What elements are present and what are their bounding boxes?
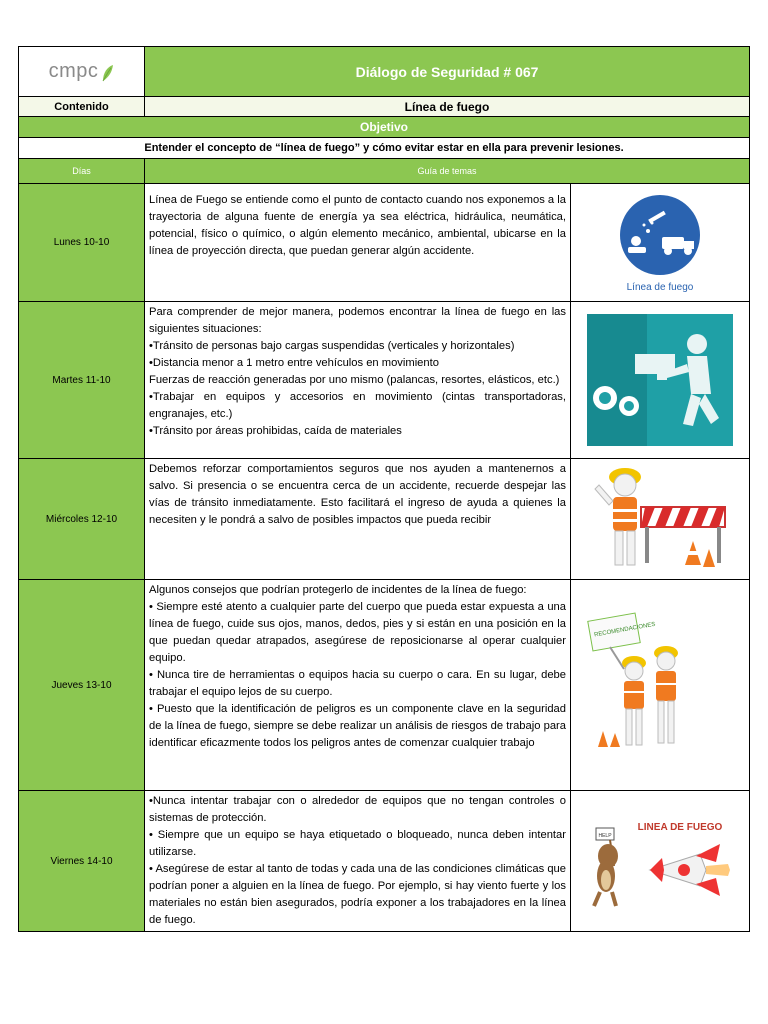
text-line: Para comprender de mejor manera, podemos encontrar la línea de fuego en las siguientes situaciones:	[149, 306, 566, 335]
topic-text	[145, 459, 571, 580]
safety-dialog-table	[18, 46, 750, 932]
topic-text	[145, 302, 571, 459]
text-line: •Trabajar en equipos y accesorios en movimiento (cintas transportadoras, engranajes, etc.)	[149, 391, 566, 420]
text-line: •Tránsito de personas bajo cargas suspendidas (verticales y horizontales)	[149, 340, 515, 352]
topic-text	[145, 184, 571, 302]
document-title: Diálogo de Seguridad # 067	[145, 47, 750, 97]
text-line: Debemos reforzar comportamientos seguros que nos ayuden a mantenernos a salvo. Si presencia o se encuentra cerca de un accidente, recuerde despejar las vías de tránsito inmediatamente. Esto facilitará el ingreso de ayuda a quienes la necesiten y le pondrá a salvo de posibles impactos que pueda recibir	[149, 463, 566, 526]
line-of-fire-badge-icon	[600, 191, 720, 295]
objetivo-header-row	[19, 117, 750, 138]
image-cell	[571, 580, 750, 791]
title-row	[19, 47, 750, 97]
worker-barrier-illustration-icon	[585, 463, 735, 575]
badge-caption: Línea de fuego	[626, 281, 694, 293]
text-line: •Nunca intentar trabajar con o alrededor de equipos que no tengan controles o sistemas de protección.	[149, 795, 566, 824]
guia-header: Guía de temas	[145, 159, 750, 184]
text-line: Línea de Fuego se entiende como el punto de contacto cuando nos exponemos a la trayectoria de alguna fuente de energía ya sea eléctrica, hidráulica, neumática, potencial, físico o químico, o algún elemento mecánico, ambiental, ubicarse en la línea de proyección directa, que puedan generar algún accidente.	[149, 194, 566, 257]
topic-text	[145, 791, 571, 932]
image-cell	[571, 791, 750, 932]
image-cell	[571, 459, 750, 580]
text-line: Fuerzas de reacción generadas por uno mismo (palancas, resortes, elásticos, etc.)	[149, 374, 560, 386]
sign-text: RECOMENDACIONES	[593, 621, 656, 639]
workers-recommendations-illustration-icon	[584, 611, 736, 759]
safety-dialog-sheet	[18, 46, 749, 932]
objetivo-text: Entender el concepto de “línea de fuego” y cómo evitar estar en ella para prevenir lesiones.	[19, 138, 750, 159]
coyote-rocket-illustration-icon	[580, 806, 740, 916]
text-line: • Puesto que la identificación de peligros es un componente clave en la seguridad de la línea de fuego, siempre se debe realizar un análisis de riesgos de trabajo para identificar eficazmente todos los peligros antes de comenzar cualquier trabajo	[149, 703, 566, 749]
cmpc-logo	[49, 60, 115, 83]
day-label: Martes 11-10	[19, 302, 145, 459]
columns-header-row	[19, 159, 750, 184]
day-label: Viernes 14-10	[19, 791, 145, 932]
dias-header: Días	[19, 159, 145, 184]
logo-text: cmpc	[48, 60, 99, 82]
day-row-jueves	[19, 580, 750, 791]
image-caption: LINEA DE FUEGO	[637, 822, 723, 833]
contenido-row	[19, 97, 750, 117]
text-line: •Distancia menor a 1 metro entre vehículos en movimiento	[149, 357, 439, 369]
topic-text	[145, 580, 571, 791]
text-line: Algunos consejos que podrían protegerlo de incidentes de la línea de fuego:	[149, 584, 527, 596]
text-line: • Asegúrese de estar al tanto de todas y cada una de las condiciones climáticas que podrían poner a alguien en la línea de fuego. Por ejemplo, si hay viento fuerte y los materiales no están bien asegurados, podría exponer a los trabajadores en la línea de fuego.	[149, 863, 566, 926]
image-cell	[571, 302, 750, 459]
text-line: • Siempre esté atento a cualquier parte del cuerpo que pueda estar expuesta a una línea de fuego, cuide sus ojos, manos, dedos, pies y si están en una posición en la que puedan quedar atrapados, asegúrese de reposicionarse al operar cualquier equipo.	[149, 601, 566, 664]
logo-cell	[19, 47, 145, 97]
day-label: Miércoles 12-10	[19, 459, 145, 580]
text-line: •Tránsito por áreas prohibidas, caída de materiales	[149, 425, 402, 437]
day-row-viernes	[19, 791, 750, 932]
image-cell	[571, 184, 750, 302]
day-label: Jueves 13-10	[19, 580, 145, 791]
text-line: • Siempre que un equipo se haya etiquetado o bloqueado, nunca deben intentar utilizarse.	[149, 829, 566, 858]
worker-machine-illustration-icon	[587, 314, 733, 446]
text-line: • Nunca tire de herramientas o equipos hacia su cuerpo o cara. En su lugar, debe trabajar el equipo lejos de su cuerpo.	[149, 669, 566, 698]
objetivo-text-row	[19, 138, 750, 159]
day-row-martes	[19, 302, 750, 459]
contenido-label: Contenido	[19, 97, 145, 117]
topic-title: Línea de fuego	[145, 97, 750, 117]
leaf-icon	[100, 63, 114, 83]
day-row-lunes	[19, 184, 750, 302]
help-sign-text: HELP	[598, 833, 612, 839]
day-row-miercoles	[19, 459, 750, 580]
day-label: Lunes 10-10	[19, 184, 145, 302]
objetivo-label: Objetivo	[19, 117, 750, 138]
